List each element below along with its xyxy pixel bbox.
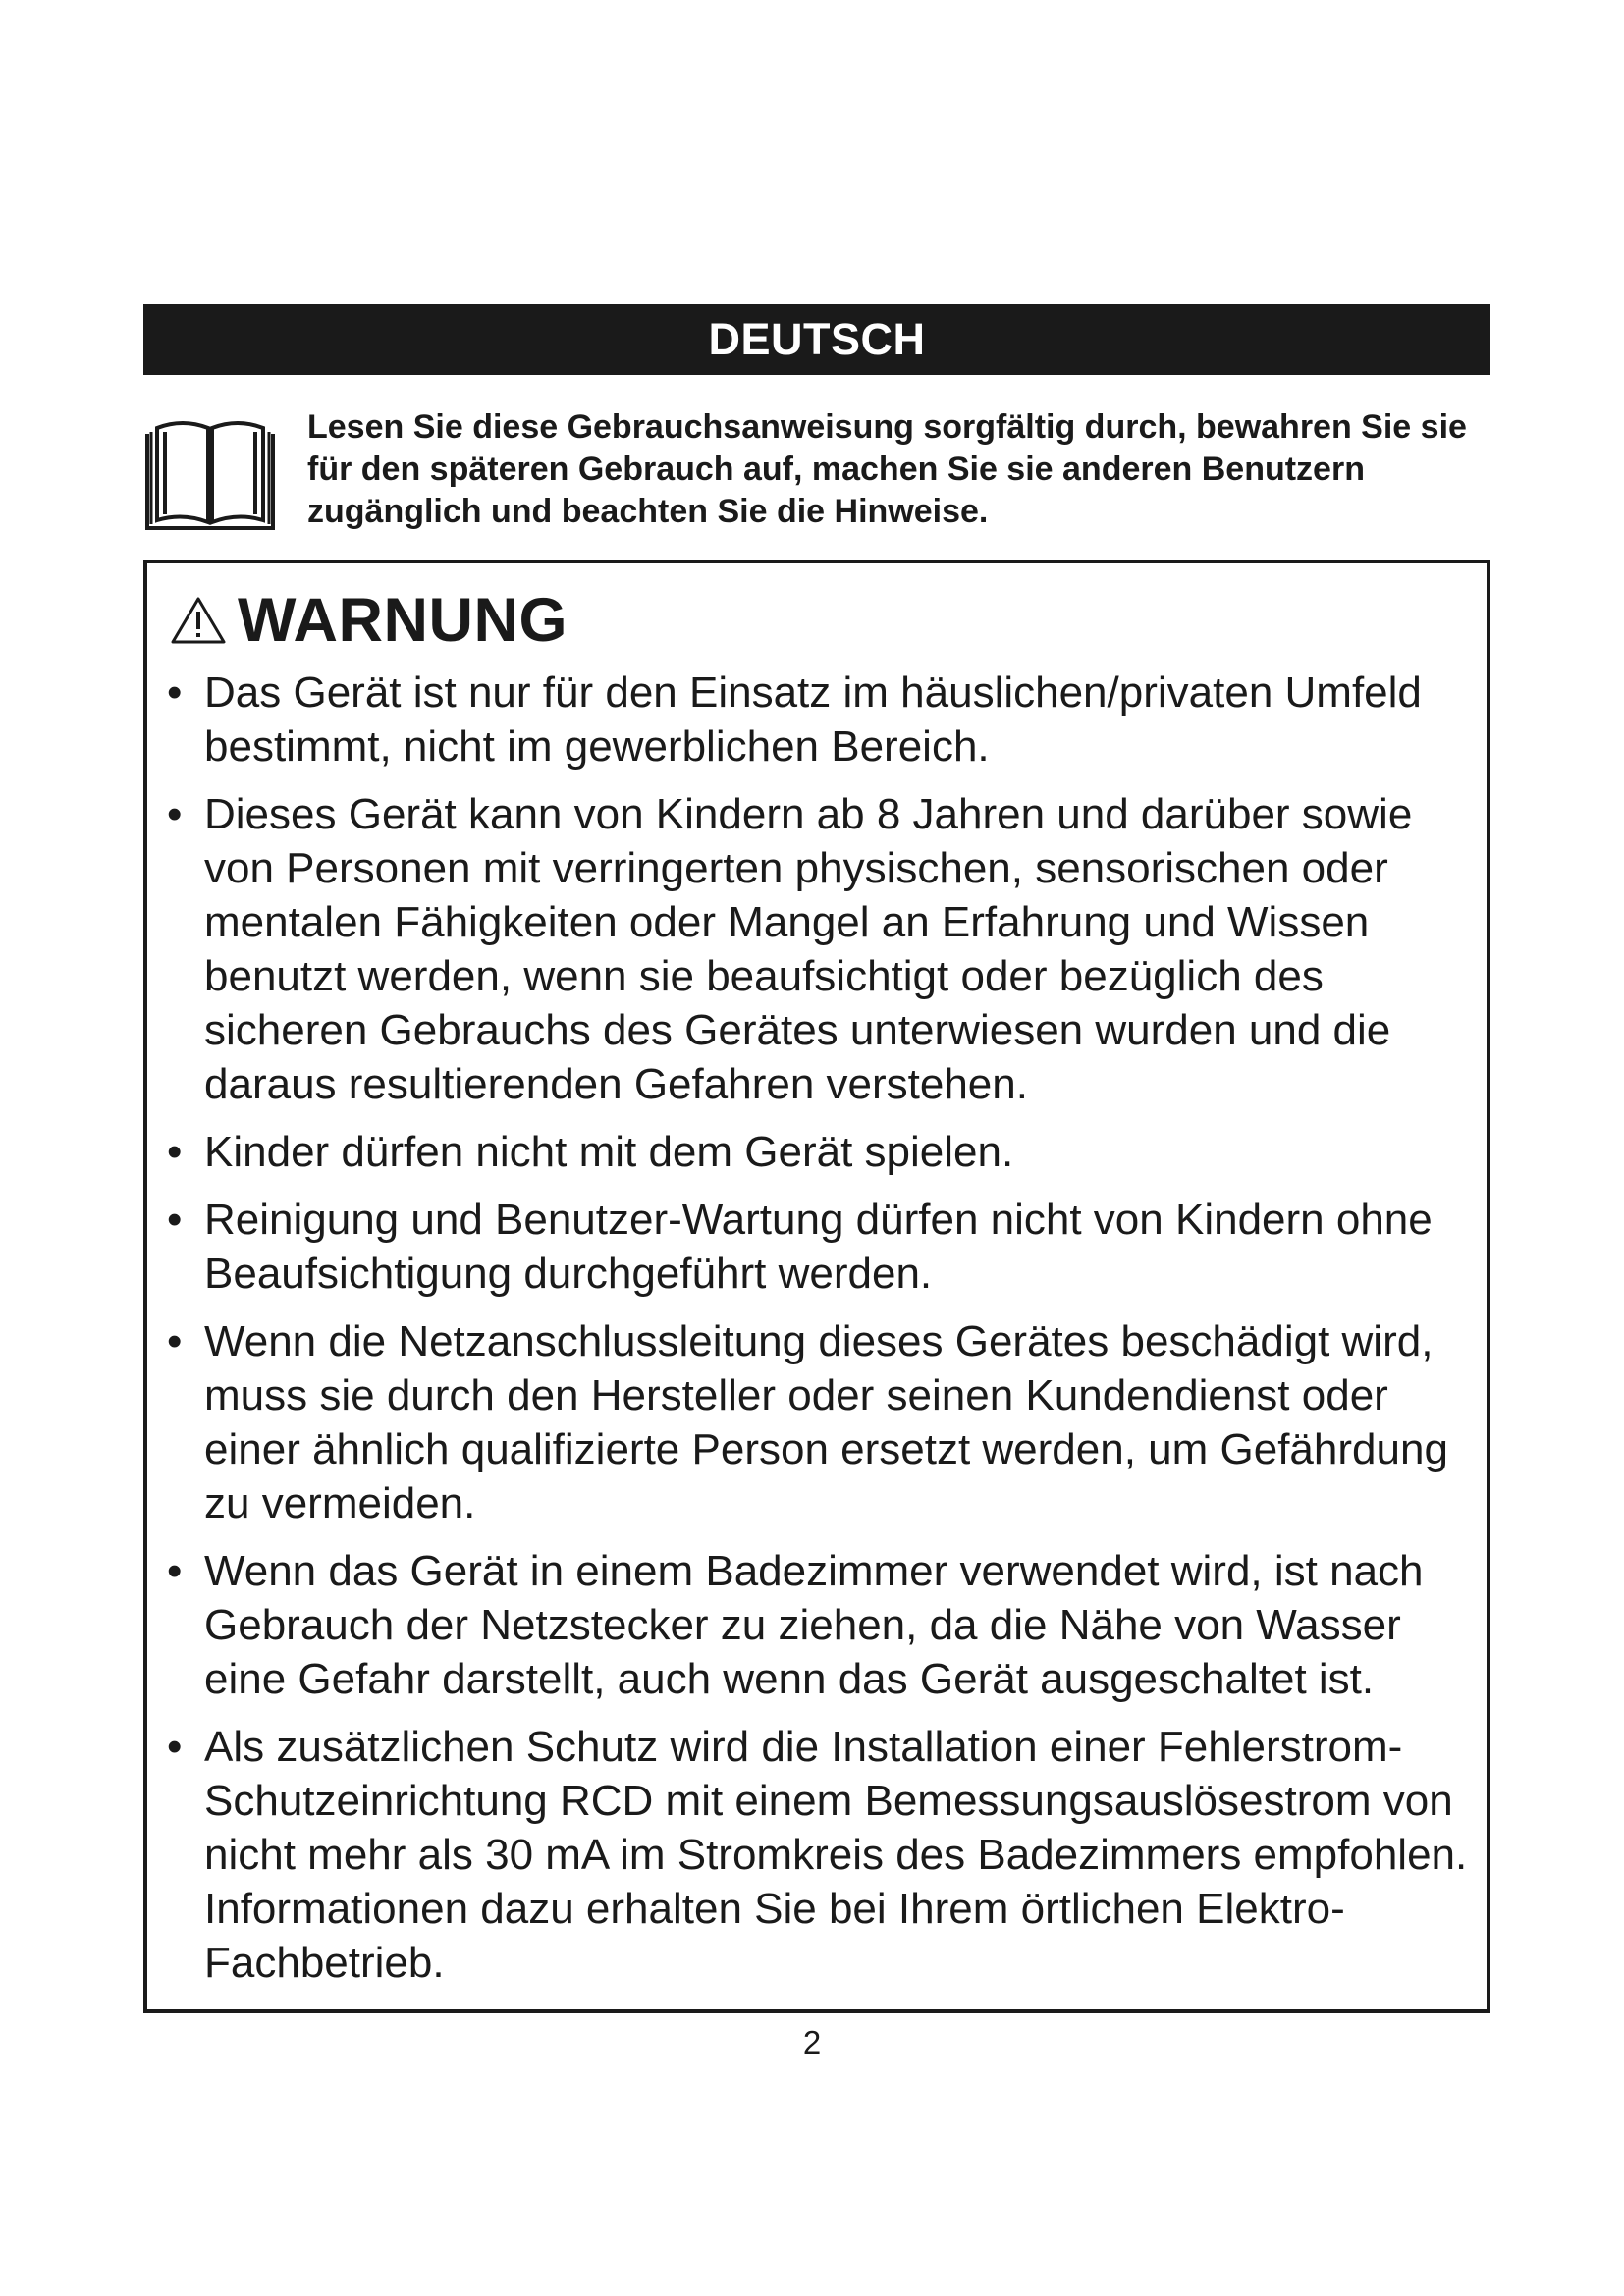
bullet-icon: • [167,790,183,838]
list-item-text: Kinder dürfen nicht mit dem Gerät spielen. [204,1128,1014,1176]
language-header: DEUTSCH [143,304,1490,375]
list-item [167,1720,1473,1990]
list-item-text: Dieses Gerät kann von Kindern ab 8 Jahren und darüber sowie von Personen mit verringerten physischen, sensorischen oder mentalen Fähigkeiten oder Mangel an Erfahrung und Wissen benutzt werden, wenn sie beaufsichtigt oder bezüglich des sicheren Gebrauchs des Gerätes unterwiesen wurden und die daraus resultierenden Gefahren verstehen. [204,790,1413,1108]
list-item [167,1193,1473,1301]
warning-list [167,666,1473,2003]
list-item [167,1125,1473,1179]
warning-box [143,560,1490,2013]
warning-triangle-icon [169,595,228,646]
bullet-icon: • [167,1317,183,1365]
bullet-icon: • [167,1723,183,1771]
list-item-text: Wenn die Netzanschlussleitung dieses Gerätes beschädigt wird, muss sie durch den Hersteller oder seinen Kundendienst oder einer ähnlich qualifizierte Person ersetzt werden, um Gefährdung zu vermeiden. [204,1317,1448,1527]
warning-title: WARNUNG [238,586,568,655]
page-number: 2 [802,2024,822,2060]
bullet-icon: • [167,668,183,717]
intro-section [143,402,1490,540]
list-item [167,1314,1473,1530]
list-item [167,1544,1473,1706]
warning-header [169,581,568,660]
list-item [167,666,1473,774]
list-item-text: Als zusätzlichen Schutz wird die Installation einer Fehlerstrom-Schutzeinrichtung RCD mit einem Bemessungsauslösestrom von nicht mehr als 30 mA im Stromkreis des Badezimmers empfohlen. Informationen dazu erhalten Sie bei Ihrem örtlichen Elektro-Fachbetrieb. [204,1723,1468,1987]
intro-instructions: Lesen Sie diese Gebrauchsanweisung sorgfältig durch, bewahren Sie sie für den späteren Gebrauch auf, machen Sie sie anderen Benutzern zugänglich und beachten Sie die Hinweise. [307,408,1467,530]
book-icon [143,414,277,534]
bullet-icon: • [167,1547,183,1595]
list-item [167,787,1473,1111]
list-item-text: Reinigung und Benutzer-Wartung dürfen nicht von Kindern ohne Beaufsichtigung durchgeführt werden. [204,1196,1433,1298]
list-item-text: Das Gerät ist nur für den Einsatz im häuslichen/privaten Umfeld bestimmt, nicht im gewerblichen Bereich. [204,668,1422,771]
list-item-text: Wenn das Gerät in einem Badezimmer verwendet wird, ist nach Gebrauch der Netzstecker zu ziehen, da die Nähe von Wasser eine Gefahr darstellt, auch wenn das Gerät ausgeschaltet ist. [204,1547,1424,1703]
bullet-icon: • [167,1128,183,1176]
bullet-icon: • [167,1196,183,1244]
